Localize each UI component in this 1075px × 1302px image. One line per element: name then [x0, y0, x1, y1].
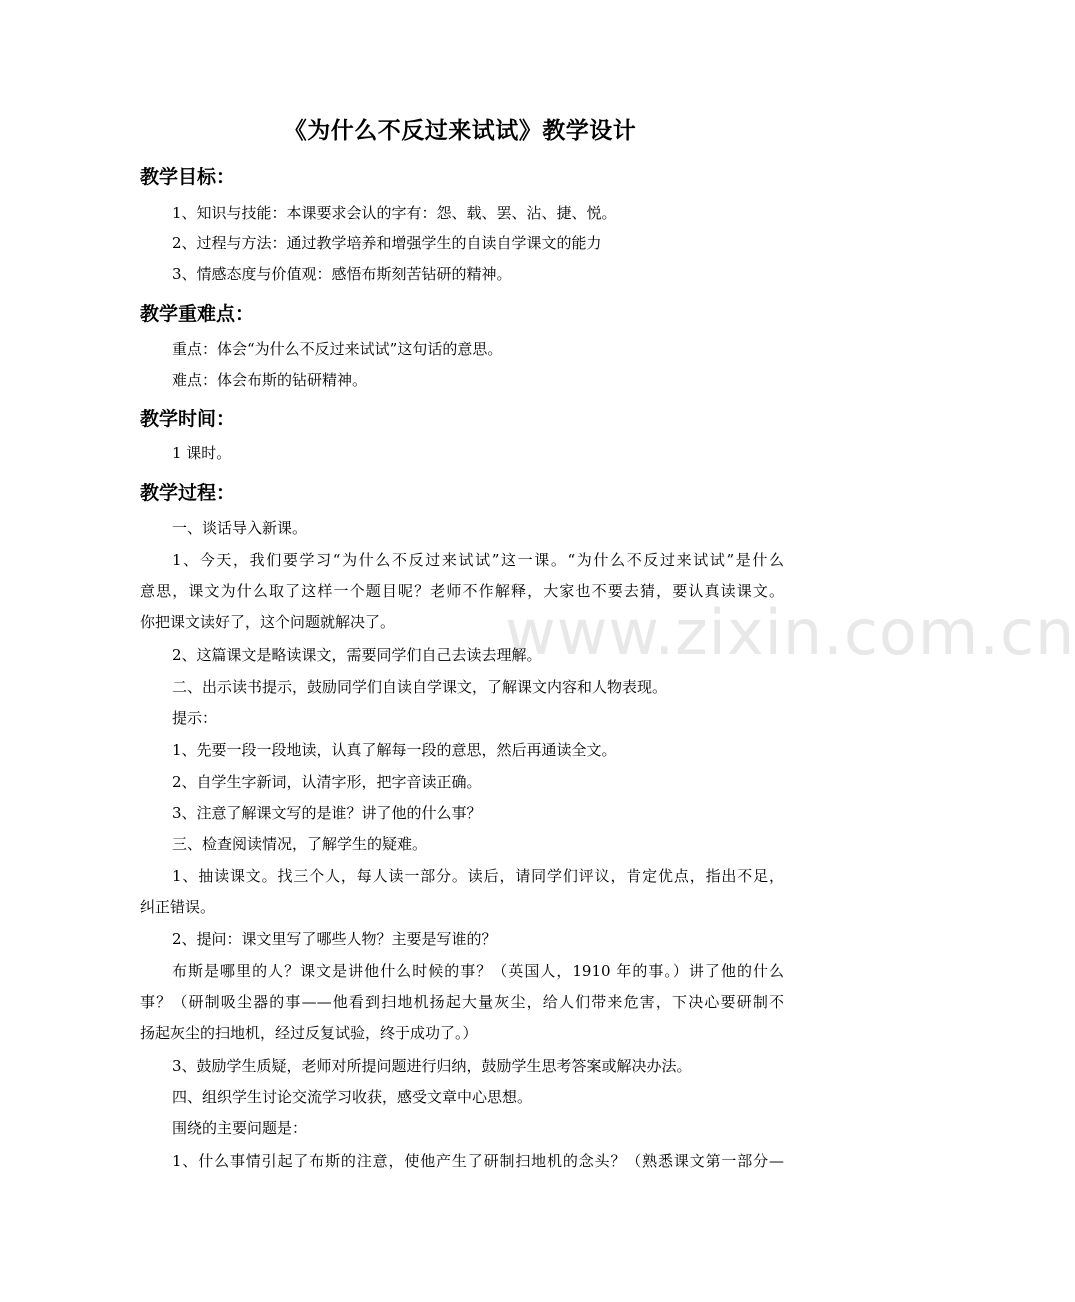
process-line-8: 1、先要一段一段地读，认真了解每一段的意思，然后再通读全文。 [172, 741, 617, 759]
process-line-10: 3、注意了解课文写的是谁？讲了他的什么事？ [172, 804, 482, 822]
process-line-12: 1、抽读课文。找三个人，每人读一部分。读后，请同学们评议，肯定优点，指出不足， [172, 867, 784, 885]
watermark: www.zixin.com.cn [505, 596, 1075, 669]
process-line-13: 纠正错误。 [140, 898, 216, 916]
process-line-20: 围绕的主要问题是： [172, 1119, 308, 1137]
process-line-19: 四、组织学生讨论交流学习收获，感受文章中心思想。 [172, 1088, 533, 1106]
keypoint-line-1: 重点：体会“为什么不反过来试试”这句话的意思。 [172, 340, 503, 358]
process-line-1: 一、谈话导入新课。 [172, 519, 308, 537]
heading-key-points: 教学重难点： [140, 303, 255, 325]
time-line-1: 1 课时。 [172, 444, 232, 462]
process-line-11: 三、检查阅读情况，了解学生的疑难。 [172, 835, 428, 853]
process-line-9: 2、自学生字新词，认清字形，把字音读正确。 [172, 773, 482, 791]
process-line-3: 意思，课文为什么取了这样一个题目呢？老师不作解释，大家也不要去猜，要认真读课文。 [140, 582, 784, 600]
document-title: 《为什么不反过来试试》教学设计 [283, 117, 637, 144]
goal-line-2: 2、过程与方法：通过教学培养和增强学生的自读自学课文的能力 [172, 234, 602, 252]
process-line-15: 布斯是哪里的人？课文是讲他什么时候的事？（英国人，1910 年的事。）讲了他的什么 [172, 962, 784, 980]
process-line-18: 3、鼓励学生质疑，老师对所提问题进行归纳，鼓励学生思考答案或解决办法。 [172, 1057, 692, 1075]
process-line-4: 你把课文读好了，这个问题就解决了。 [140, 613, 396, 631]
process-line-16: 事？（研制吸尘器的事——他看到扫地机扬起大量灰尘，给人们带来危害，下决心要研制不 [140, 993, 784, 1011]
process-line-7: 提示： [172, 709, 218, 727]
process-line-14: 2、提问：课文里写了哪些人物？主要是写谁的？ [172, 930, 497, 948]
keypoint-line-2: 难点：体会布斯的钻研精神。 [172, 371, 368, 389]
process-line-17: 扬起灰尘的扫地机，经过反复试验，终于成功了。） [140, 1024, 478, 1042]
goal-line-1: 1、知识与技能：本课要求会认的字有：怨、载、罢、沾、捷、悦。 [172, 204, 617, 222]
heading-teaching-process: 教学过程： [140, 482, 236, 504]
process-line-21: 1、什么事情引起了布斯的注意，使他产生了研制扫地机的念头？（熟悉课文第一部分— [172, 1152, 784, 1170]
heading-teaching-time: 教学时间： [140, 408, 236, 430]
heading-teaching-goals: 教学目标： [140, 166, 236, 188]
process-line-6: 二、出示读书提示，鼓励同学们自读自学课文，了解课文内容和人物表现。 [172, 678, 668, 696]
process-line-2: 1、今天，我们要学习“为什么不反过来试试”这一课。“为什么不反过来试试”是什么 [172, 551, 784, 569]
process-line-5: 2、这篇课文是略读课文，需要同学们自己去读去理解。 [172, 646, 542, 664]
goal-line-3: 3、情感态度与价值观：感悟布斯刻苦钻研的精神。 [172, 265, 512, 283]
